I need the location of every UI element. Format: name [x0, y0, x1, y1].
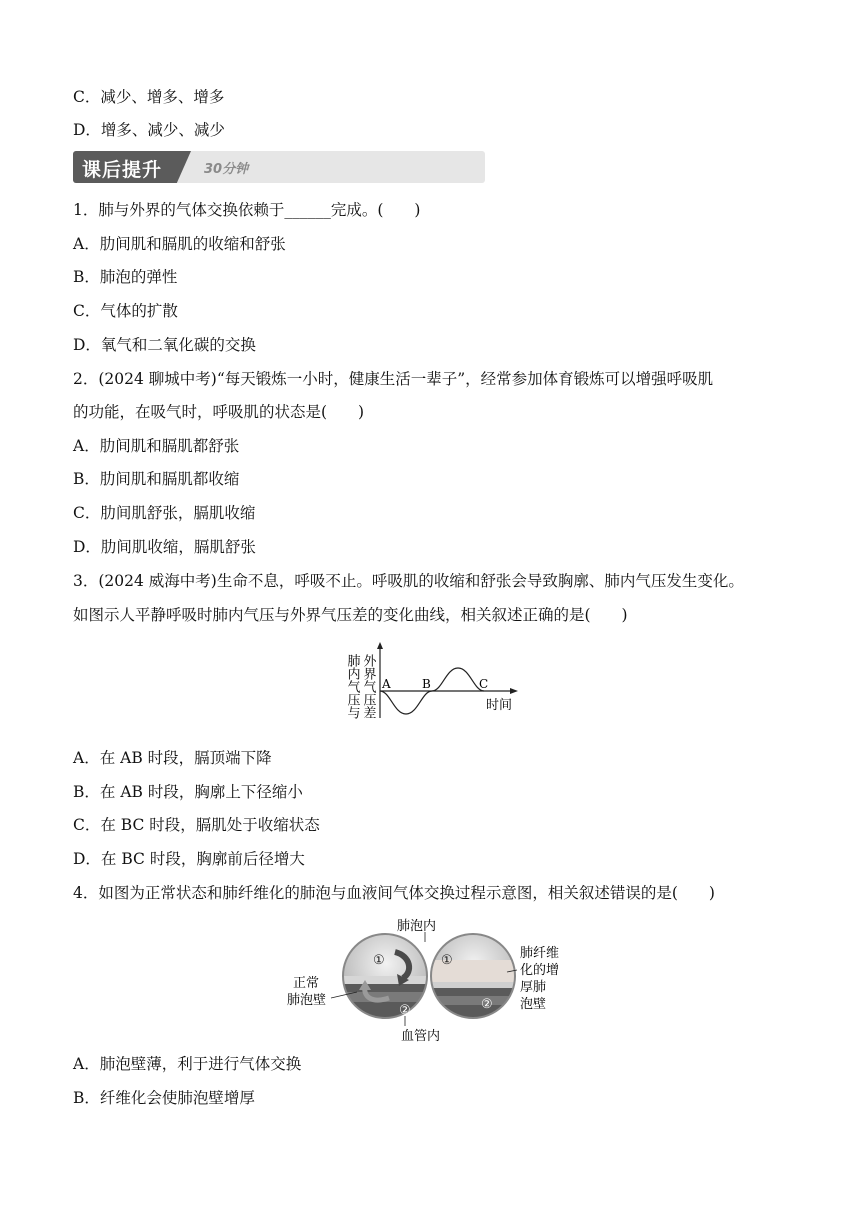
q4-option-a: A．肺泡壁薄，利于进行气体交换: [73, 1055, 302, 1073]
y-axis-arrow: [377, 642, 383, 649]
point-c-label: C: [479, 677, 489, 691]
mark-2-left: ②: [399, 1003, 411, 1018]
q3-option-b: B．在 AB 时段，胸廓上下径缩小: [73, 783, 303, 801]
section-time: 30分钟: [204, 162, 249, 177]
y-axis-label-col2: 外界气压差: [360, 654, 376, 719]
label-alveolus-inside: 肺泡内: [397, 919, 437, 934]
label-blood-vessel-inside: 血管内: [401, 1029, 441, 1044]
alveolus-figure: [285, 912, 580, 1044]
q1-option-c: C．气体的扩散: [73, 302, 178, 320]
mark-1-right: ①: [441, 953, 453, 968]
q4-stem: 4．如图为正常状态和肺纤维化的肺泡与血液间气体交换过程示意图，相关叙述错误的是( ): [73, 884, 715, 902]
label-fibrosis-1: 肺纤维: [520, 946, 560, 961]
q2-stem-line1: 2．(2024 聊城中考)“每天锻炼一小时，健康生活一辈子”，经常参加体育锻炼可以增强呼吸肌: [73, 370, 714, 388]
q3-option-a: A．在 AB 时段，膈顶端下降: [73, 749, 272, 767]
label-fibrosis-4: 泡壁: [520, 997, 547, 1012]
q3-option-c: C．在 BC 时段，膈肌处于收缩状态: [73, 816, 320, 834]
q1-option-d: D．氧气和二氧化碳的交换: [73, 336, 256, 354]
option-d-prev: D．增多、减少、减少: [73, 121, 225, 139]
q3-stem-line2: 如图示人平静呼吸时肺内气压与外界气压差的变化曲线，相关叙述正确的是( ): [73, 606, 628, 624]
label-fibrosis-2: 化的增: [520, 963, 560, 978]
q2-option-c: C．肋间肌舒张，膈肌收缩: [73, 504, 256, 522]
q2-stem-line2: 的功能，在吸气时，呼吸肌的状态是( ): [73, 403, 365, 421]
q3-stem-line1: 3．(2024 威海中考)生命不息，呼吸不止。呼吸肌的收缩和舒张会导致胸廓、肺内气压发生变化。: [73, 572, 744, 590]
label-normal-2: 肺泡壁: [287, 993, 327, 1008]
q1-option-a: A．肋间肌和膈肌的收缩和舒张: [73, 235, 286, 253]
q4-option-b: B．纤维化会使肺泡壁增厚: [73, 1089, 255, 1107]
q1-stem: 1．肺与外界的气体交换依赖于______完成。( ): [73, 201, 421, 219]
q2-option-d: D．肋间肌收缩，膈肌舒张: [73, 538, 256, 556]
q2-option-b: B．肋间肌和膈肌都收缩: [73, 470, 240, 488]
x-axis-arrow: [510, 688, 518, 694]
mark-2-right: ②: [481, 997, 493, 1012]
y-axis-label-col1: 肺内气压与: [344, 654, 360, 719]
x-axis-label: 时间: [486, 698, 513, 713]
mark-1-left: ①: [373, 953, 385, 968]
pressure-curve-figure: [338, 640, 528, 736]
section-title: 课后提升: [82, 159, 163, 181]
point-b-label: B: [422, 677, 431, 691]
q3-option-d: D．在 BC 时段，胸廓前后径增大: [73, 850, 305, 868]
section-banner: [73, 151, 485, 183]
label-fibrosis-3: 厚肺: [520, 980, 547, 995]
label-normal-1: 正常: [293, 976, 320, 991]
q2-option-a: A．肋间肌和膈肌都舒张: [73, 437, 240, 455]
q1-option-b: B．肺泡的弹性: [73, 268, 178, 286]
point-a-label: A: [382, 677, 391, 691]
option-c-prev: C．减少、增多、增多: [73, 88, 225, 106]
